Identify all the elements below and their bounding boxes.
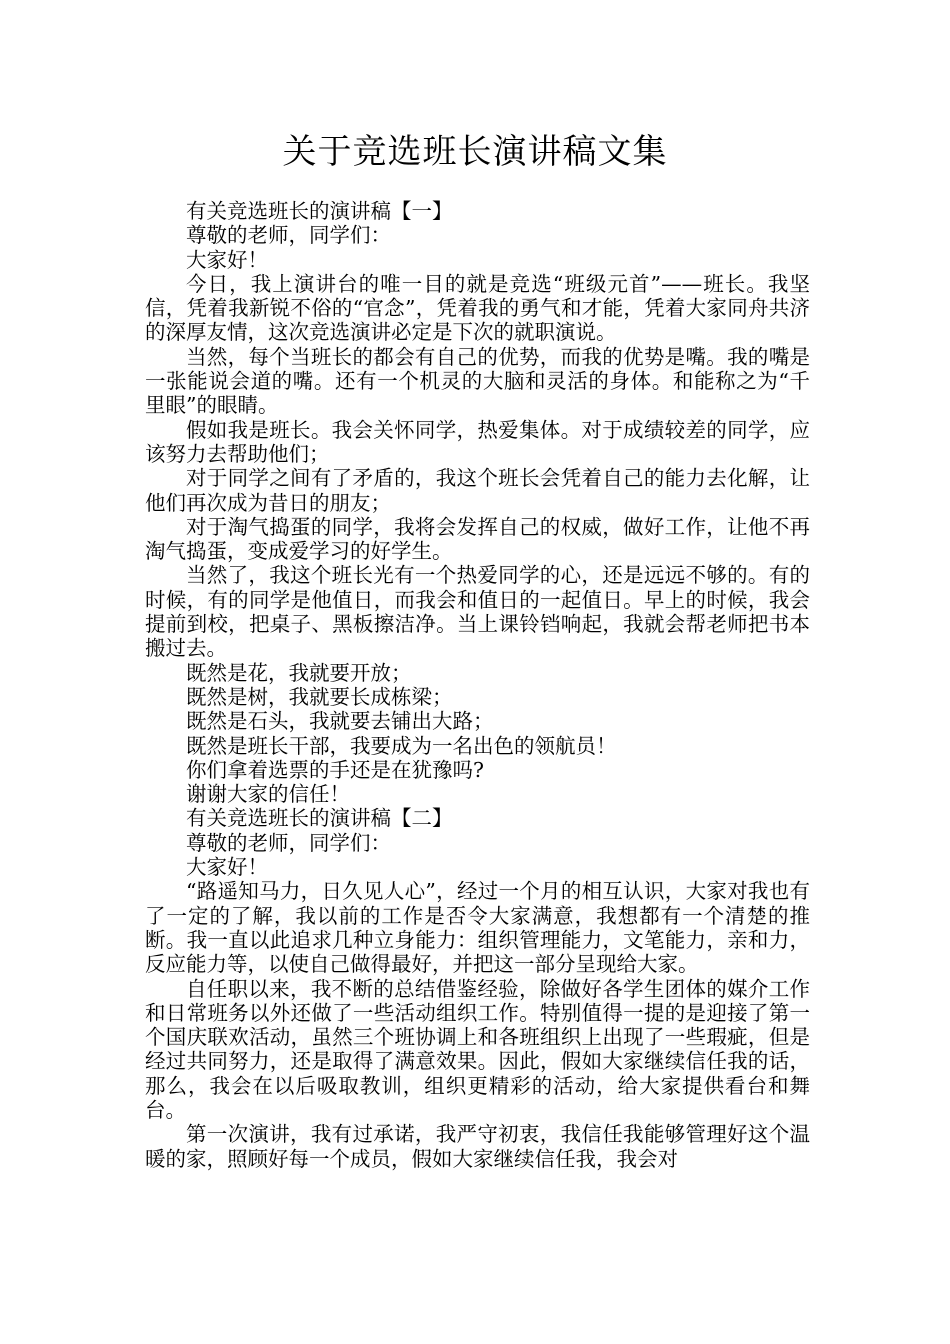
paragraph: 对于同学之间有了矛盾的，我这个班长会凭着自己的能力去化解，让他们再次成为昔日的朋友；: [145, 466, 810, 515]
paragraph: 大家好！: [186, 855, 268, 880]
paragraph: 大家好！: [186, 247, 268, 272]
paragraph: 自任职以来，我不断的总结借鉴经验，除做好各学生团体的媒介工作和日常班务以外还做了一些活动组织工作。特别值得一提的是迎接了第一个国庆联欢活动，虽然三个班协调上和各班组织上出现了一些瑕疵，但是经过共同努力，还是取得了满意效果。因此，假如大家继续信任我的话，那么，我会在以后吸取教训，组织更精彩的活动，给大家提供看台和舞台。: [145, 976, 810, 1122]
document-title: 关于竞选班长演讲稿文集: [282, 132, 668, 172]
paragraph: 既然是班长干部，我要成为一名出色的领航员！: [186, 733, 617, 758]
paragraph: 当然，每个当班长的都会有自己的优势，而我的优势是嘴。我的嘴是一张能说会道的嘴。还有一个机灵的大脑和灵活的身体。和能称之为“千里眼”的眼睛。: [145, 344, 810, 418]
paragraph: 你们拿着选票的手还是在犹豫吗?: [186, 757, 484, 782]
paragraph: 今日，我上演讲台的唯一目的就是竞选“班级元首”——班长。我坚信，凭着我新锐不俗的“官念”，凭着我的勇气和才能，凭着大家同舟共济的深厚友情，这次竞选演讲必定是下次的就职演说。: [145, 271, 810, 345]
document-body: [145, 199, 810, 1171]
paragraph: 对于淘气捣蛋的同学，我将会发挥自己的权威，做好工作，让他不再淘气捣蛋，变成爱学习的好学生。: [145, 514, 810, 564]
paragraph: 第一次演讲，我有过承诺，我严守初衷，我信任我能够管理好这个温暖的家，照顾好每一个成员，假如大家继续信任我，我会对: [145, 1122, 810, 1171]
paragraph: 有关竞选班长的演讲稿【二】: [186, 806, 453, 831]
paragraph: 假如我是班长。我会关怀同学，热爱集体。对于成绩较差的同学，应该努力去帮助他们；: [145, 417, 810, 466]
paragraph: 当然了，我这个班长光有一个热爱同学的心，还是远远不够的。有的时候，有的同学是他值日，而我会和值日的一起值日。早上的时候，我会提前到校，把桌子、黑板擦洁净。当上课铃铛响起，我就会帮老师把书本搬过去。: [145, 563, 810, 661]
paragraph: 既然是花，我就要开放；: [186, 660, 412, 685]
paragraph: 谢谢大家的信任！: [186, 782, 350, 807]
paragraph: 既然是石头，我就要去铺出大路；: [186, 709, 494, 734]
paragraph: “路遥知马力，日久见人心”，经过一个月的相互认识，大家对我也有了一定的了解，我以前的工作是否令大家满意，我想都有一个清楚的推断。我一直以此追求几种立身能力：组织管理能力，文笔能力，亲和力，反应能力等，以使自己做得最好，并把这一部分呈现给大家。: [145, 879, 810, 977]
paragraph: 有关竞选班长的演讲稿【一】: [186, 199, 453, 223]
paragraph: 尊敬的老师，同学们：: [186, 223, 391, 248]
paragraph: 既然是树，我就要长成栋梁；: [186, 684, 453, 709]
paragraph: 尊敬的老师，同学们：: [186, 830, 391, 855]
